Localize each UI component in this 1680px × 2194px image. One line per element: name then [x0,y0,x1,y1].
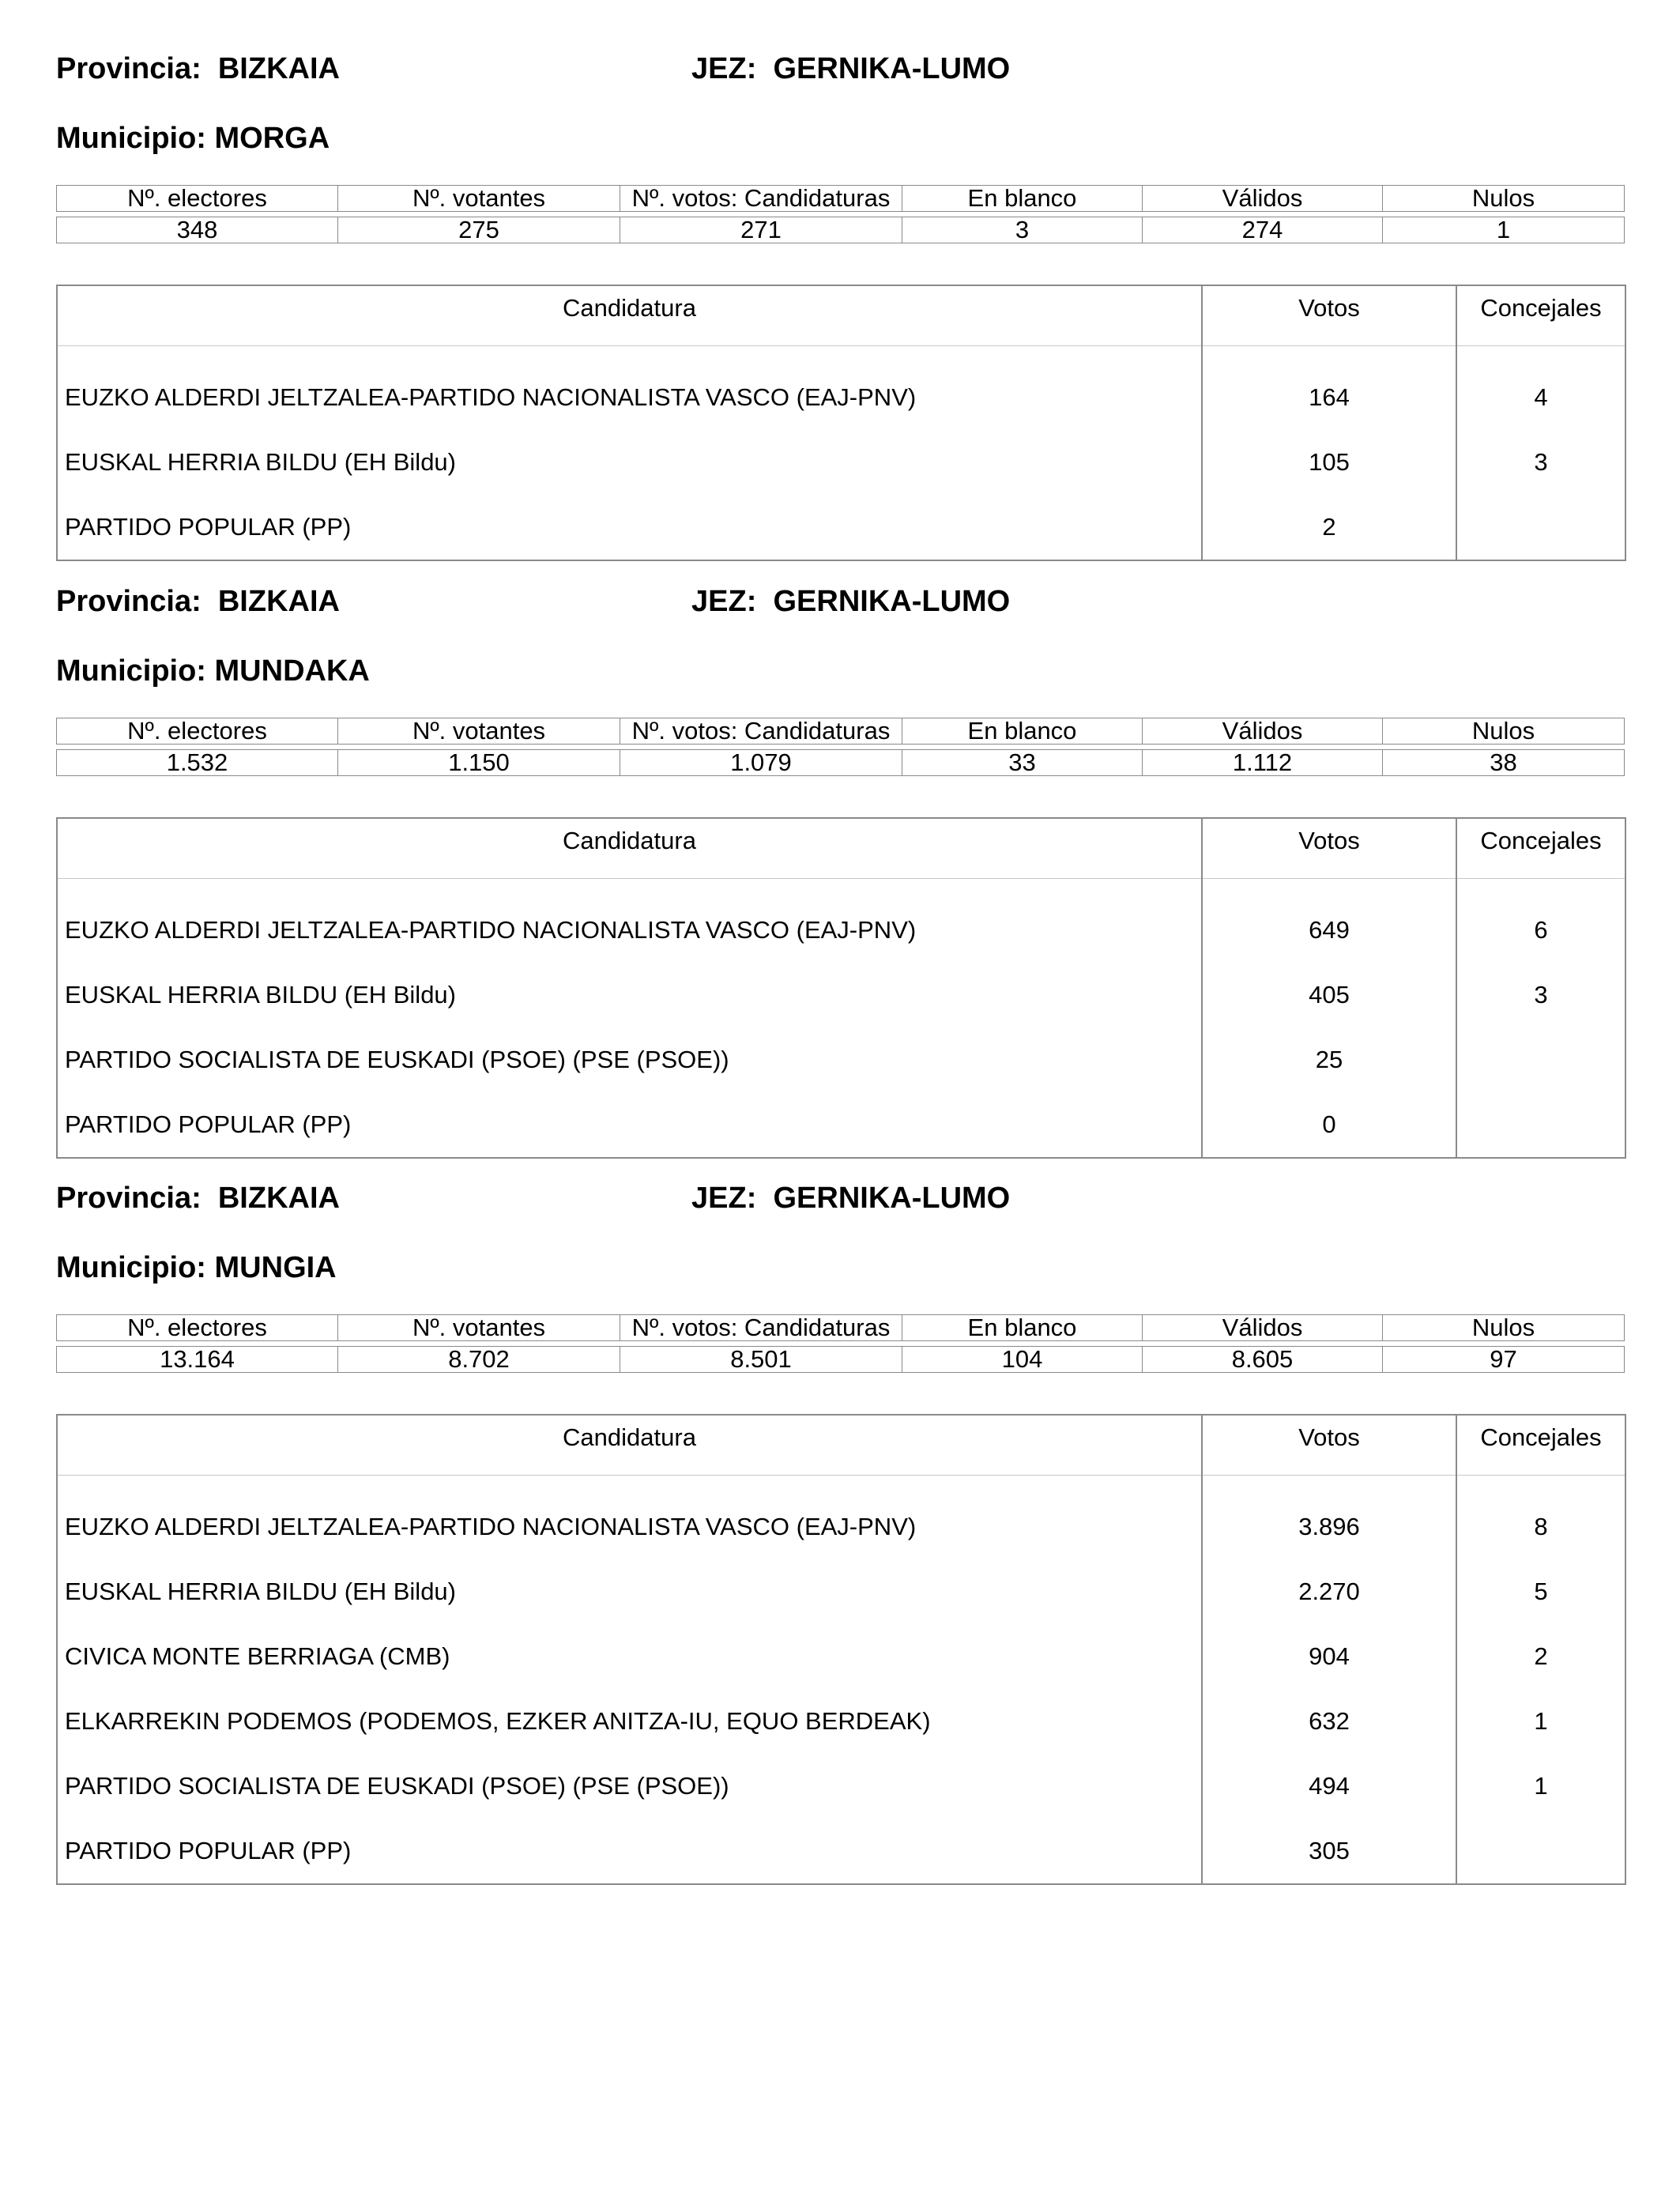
stats-value-en-blanco: 3 [902,217,1143,243]
stats-header-votos-candidaturas: Nº. votos: Candidaturas [620,718,902,745]
stats-value-electores: 13.164 [56,1346,338,1373]
candidatura-name: EUZKO ALDERDI JELTZALEA-PARTIDO NACIONALISTA VASCO (EAJ-PNV) [57,1475,1202,1559]
stats-value-en-blanco: 33 [902,749,1143,776]
stats-header-votantes: Nº. votantes [338,185,620,212]
candidatura-votos: 2 [1202,495,1456,560]
candidatura-concejales: 8 [1534,1512,1548,1540]
provincia-heading: Provincia: BIZKAIA [56,585,340,618]
jez-value: GERNIKA-LUMO [773,585,1011,618]
stats-value-votos-candidaturas: 271 [620,217,902,243]
stats-value-electores: 1.532 [56,749,338,776]
candidatura-name: EUSKAL HERRIA BILDU (EH Bildu) [57,963,1202,1027]
candidaturas-table [56,1414,1626,1885]
candidatura-row [57,963,1625,1027]
candidatura-row [57,430,1625,495]
stats-header-electores: Nº. electores [56,718,338,745]
candidatura-name: EUZKO ALDERDI JELTZALEA-PARTIDO NACIONALISTA VASCO (EAJ-PNV) [57,878,1202,963]
candidaturas-header-row [57,818,1625,878]
stats-header-votos-candidaturas: Nº. votos: Candidaturas [620,185,902,212]
candidatura-concejales: 2 [1534,1642,1548,1670]
stats-header-en-blanco: En blanco [902,185,1143,212]
header-votos: Votos [1202,1415,1456,1475]
candidatura-concejales: 6 [1534,915,1548,944]
stats-value-row [56,1346,1625,1373]
candidatura-concejales: 3 [1534,447,1548,476]
header-candidatura: Candidatura [57,285,1202,345]
candidaturas-table [56,285,1626,561]
stats-header-votantes: Nº. votantes [338,1314,620,1341]
candidatura-concejales: 1 [1534,1771,1548,1800]
candidatura-name: ELKARREKIN PODEMOS (PODEMOS, EZKER ANITZA-IU, EQUO BERDEAK) [57,1689,1202,1754]
municipio-heading: Municipio: MUNGIA [56,1251,337,1284]
stats-value-row [56,749,1625,776]
candidatura-row [57,1027,1625,1092]
candidatura-votos: 632 [1202,1689,1456,1754]
candidatura-concejales: 3 [1534,980,1548,1008]
candidatura-row [57,1689,1625,1754]
jez-heading: JEZ: GERNIKA-LUMO [691,52,1011,85]
stats-value-validos: 1.112 [1143,749,1383,776]
provincia-value: BIZKAIA [217,585,340,618]
stats-header-row [56,1314,1625,1341]
header-votos: Votos [1202,818,1456,878]
municipio-section-mungia [56,1178,1625,1864]
candidatura-row [57,495,1625,560]
provincia-value: BIZKAIA [217,52,340,85]
candidaturas-header-row [57,285,1625,345]
candidatura-votos: 3.896 [1202,1475,1456,1559]
candidatura-name: CIVICA MONTE BERRIAGA (CMB) [57,1624,1202,1689]
jez-heading: JEZ: GERNIKA-LUMO [691,1182,1011,1215]
stats-header-row [56,718,1625,745]
candidatura-row [57,1475,1625,1559]
provincia-heading: Provincia: BIZKAIA [56,52,340,85]
stats-header-nulos: Nulos [1383,718,1625,745]
jez-heading: JEZ: GERNIKA-LUMO [691,585,1011,618]
candidatura-concejales: 1 [1534,1706,1548,1735]
stats-value-votantes: 1.150 [338,749,620,776]
municipio-section-morga [56,49,1625,541]
stats-header-electores: Nº. electores [56,185,338,212]
stats-value-nulos: 97 [1383,1346,1625,1373]
stats-value-votantes: 275 [338,217,620,243]
candidatura-row [57,1819,1625,1884]
candidatura-row [57,1624,1625,1689]
candidaturas-table [56,817,1626,1159]
stats-value-en-blanco: 104 [902,1346,1143,1373]
candidatura-row [57,345,1625,430]
candidatura-row [57,1092,1625,1158]
stats-header-electores: Nº. electores [56,1314,338,1341]
candidatura-votos: 25 [1202,1027,1456,1092]
stats-value-votos-candidaturas: 1.079 [620,749,902,776]
candidatura-row [57,1559,1625,1624]
candidatura-concejales: 5 [1534,1577,1548,1605]
municipio-section-mundaka [56,582,1625,1138]
municipio-value: MORGA [214,122,330,155]
provincia-heading: Provincia: BIZKAIA [56,1182,340,1215]
candidatura-votos: 649 [1202,878,1456,963]
stats-value-validos: 8.605 [1143,1346,1383,1373]
candidatura-votos: 164 [1202,345,1456,430]
header-votos: Votos [1202,285,1456,345]
section-heading [56,49,1625,89]
municipio-heading: Municipio: MUNDAKA [56,654,370,688]
candidatura-votos: 105 [1202,430,1456,495]
stats-value-votantes: 8.702 [338,1346,620,1373]
header-concejales: Concejales [1456,285,1625,345]
stats-header-en-blanco: En blanco [902,718,1143,745]
stats-value-validos: 274 [1143,217,1383,243]
section-heading [56,1178,1625,1218]
candidatura-name: PARTIDO SOCIALISTA DE EUSKADI (PSOE) (PSE (PSOE)) [57,1027,1202,1092]
municipio-heading: Municipio: MORGA [56,122,330,155]
jez-value: GERNIKA-LUMO [773,52,1011,85]
candidatura-votos: 494 [1202,1754,1456,1819]
stats-value-nulos: 38 [1383,749,1625,776]
stats-header-votos-candidaturas: Nº. votos: Candidaturas [620,1314,902,1341]
jez-value: GERNIKA-LUMO [773,1182,1011,1215]
candidatura-concejales [1456,1027,1625,1092]
candidatura-name: PARTIDO POPULAR (PP) [57,1819,1202,1884]
summary-stats-table [56,1310,1625,1378]
candidatura-votos: 2.270 [1202,1559,1456,1624]
stats-header-nulos: Nulos [1383,1314,1625,1341]
candidatura-name: EUZKO ALDERDI JELTZALEA-PARTIDO NACIONALISTA VASCO (EAJ-PNV) [57,345,1202,430]
stats-header-votantes: Nº. votantes [338,718,620,745]
candidatura-name: EUSKAL HERRIA BILDU (EH Bildu) [57,430,1202,495]
candidatura-name: PARTIDO POPULAR (PP) [57,1092,1202,1158]
stats-header-validos: Válidos [1143,1314,1383,1341]
stats-header-validos: Válidos [1143,185,1383,212]
candidatura-votos: 405 [1202,963,1456,1027]
header-candidatura: Candidatura [57,818,1202,878]
candidatura-row [57,878,1625,963]
candidatura-votos: 305 [1202,1819,1456,1884]
stats-value-electores: 348 [56,217,338,243]
candidatura-name: PARTIDO SOCIALISTA DE EUSKADI (PSOE) (PSE (PSOE)) [57,1754,1202,1819]
section-heading [56,582,1625,621]
stats-value-votos-candidaturas: 8.501 [620,1346,902,1373]
stats-value-nulos: 1 [1383,217,1625,243]
header-concejales: Concejales [1456,1415,1625,1475]
candidatura-concejales [1456,1819,1625,1884]
summary-stats-table [56,713,1625,781]
header-candidatura: Candidatura [57,1415,1202,1475]
stats-header-validos: Válidos [1143,718,1383,745]
municipio-value: MUNDAKA [214,654,370,688]
summary-stats-table [56,180,1625,248]
stats-header-row [56,185,1625,212]
candidatura-name: EUSKAL HERRIA BILDU (EH Bildu) [57,1559,1202,1624]
candidatura-concejales [1456,1092,1625,1158]
candidatura-votos: 0 [1202,1092,1456,1158]
candidatura-concejales: 4 [1534,383,1548,411]
candidatura-name: PARTIDO POPULAR (PP) [57,495,1202,560]
stats-value-row [56,217,1625,243]
municipio-value: MUNGIA [214,1251,337,1284]
candidaturas-header-row [57,1415,1625,1475]
candidatura-votos: 904 [1202,1624,1456,1689]
provincia-value: BIZKAIA [217,1182,340,1215]
header-concejales: Concejales [1456,818,1625,878]
stats-header-en-blanco: En blanco [902,1314,1143,1341]
candidatura-concejales [1456,495,1625,560]
stats-header-nulos: Nulos [1383,185,1625,212]
candidatura-row [57,1754,1625,1819]
